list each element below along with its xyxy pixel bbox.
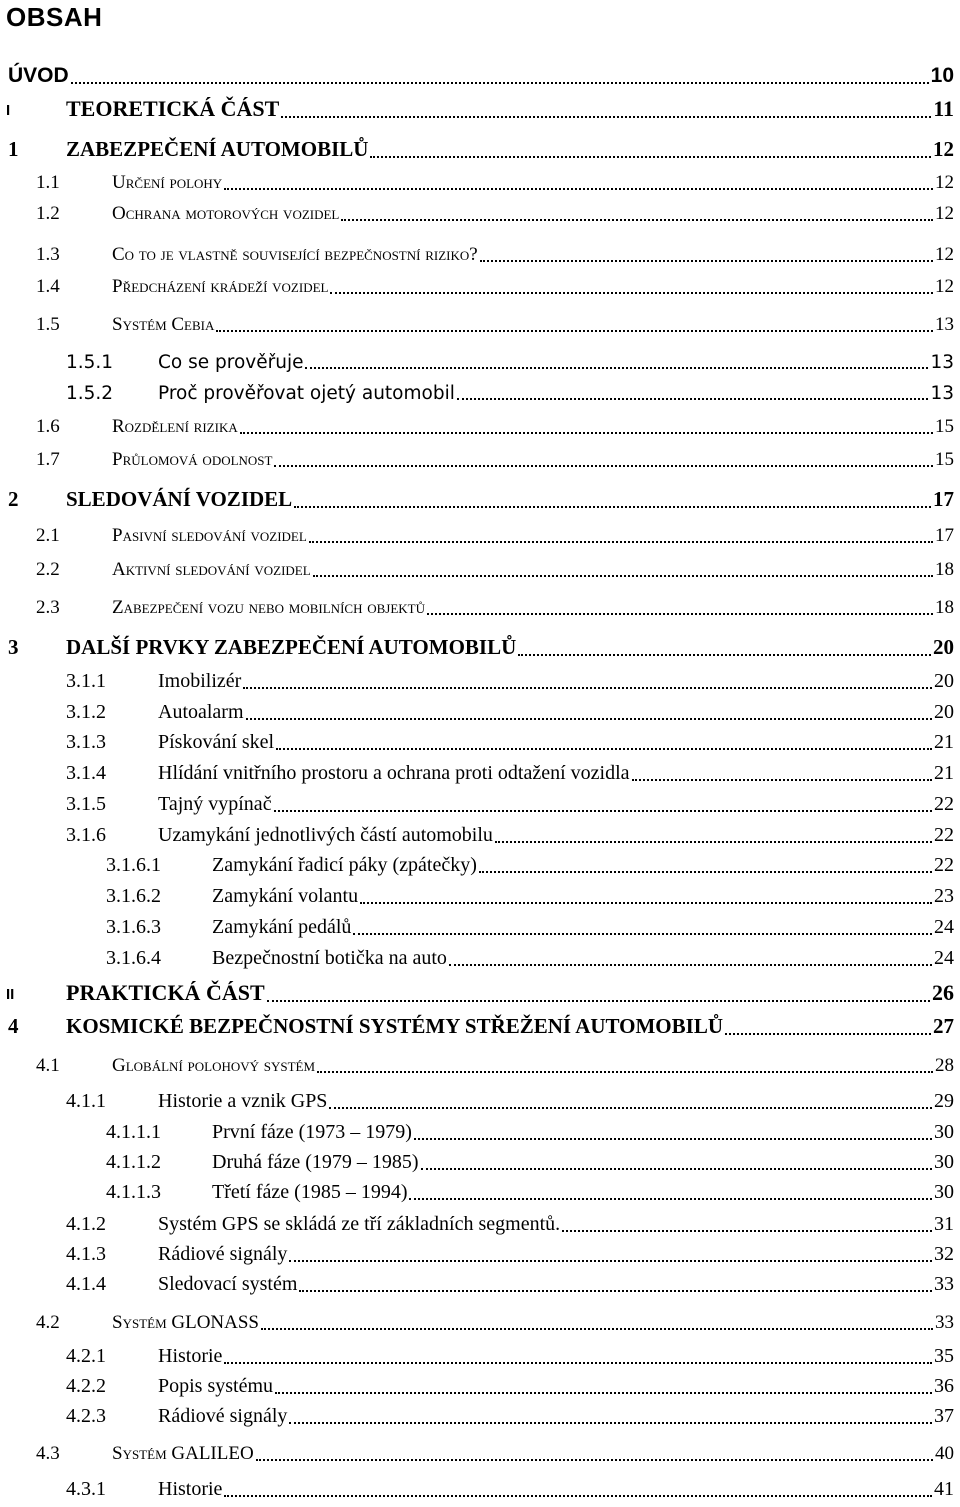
dot-leader: [289, 1422, 932, 1424]
toc-entry-title: ZABEZPEČENÍ AUTOMOBILŮ: [66, 137, 369, 161]
toc-entry-title: Rádiové signály: [158, 1405, 288, 1427]
toc-entry-title: Tajný vypínač: [158, 793, 272, 815]
toc-entry-page: 40: [935, 1443, 954, 1464]
dot-leader: [414, 1138, 932, 1140]
toc-entry-page: 30: [934, 1181, 954, 1203]
toc-entry-page: 36: [934, 1375, 954, 1397]
toc-entry[interactable]: [0, 665, 960, 695]
toc-entry-number: 4: [8, 1014, 19, 1038]
toc-entry-title: Ochrana motorových vozidel: [112, 203, 340, 224]
toc-entry-page: 22: [934, 793, 954, 815]
toc-entry-number: 4.1.1.3: [106, 1181, 161, 1203]
toc-entry-number: 1.5.1: [66, 352, 114, 373]
toc-entry-title: Systém Cebia: [112, 314, 215, 335]
toc-entry-page: 13: [930, 352, 954, 373]
dot-leader: [256, 1459, 933, 1461]
toc-entry-page: 13: [935, 314, 954, 335]
dot-leader: [409, 1198, 932, 1200]
toc-entry[interactable]: [0, 484, 960, 514]
toc-entry-page: 12: [935, 172, 954, 193]
toc-entry-page: 33: [934, 1273, 954, 1295]
dot-leader: [341, 219, 933, 221]
toc-entry-number: 4.1.4: [66, 1273, 106, 1295]
dot-leader: [330, 292, 933, 294]
toc-entry-number: II: [6, 986, 15, 1003]
toc-entry-number: 2.3: [36, 597, 60, 618]
dot-leader: [457, 398, 928, 400]
toc-entry-title: Určení polohy: [112, 172, 223, 193]
toc-entry-title: Hlídání vnitřního prostoru a ochrana proti odtažení vozidla: [158, 762, 630, 784]
dot-leader: [480, 260, 933, 262]
toc-entry-number: 3.1.6.3: [106, 916, 161, 938]
toc-entry-page: 12: [933, 137, 954, 161]
toc-entry-page: 12: [935, 203, 954, 224]
toc-entry-page: 27: [933, 1014, 954, 1038]
dot-leader: [261, 1328, 933, 1330]
toc-entry-title: První fáze (1973 – 1979): [212, 1121, 412, 1143]
toc-entry-number: 1.1: [36, 172, 60, 193]
toc-entry-title: Zamykání volantu: [212, 885, 359, 907]
toc-entry[interactable]: [0, 1370, 960, 1400]
toc-entry-page: 18: [935, 597, 954, 618]
toc-entry-page: 30: [934, 1121, 954, 1143]
dot-leader: [224, 1362, 932, 1364]
toc-entry-title: Systém GALILEO: [112, 1443, 254, 1464]
toc-entry-number: 3.1.6.2: [106, 885, 161, 907]
dot-leader: [360, 902, 932, 904]
toc-entry-title: Bezpečnostní botička na auto: [212, 947, 447, 969]
toc-entry[interactable]: [0, 849, 960, 879]
toc-entry[interactable]: [0, 1268, 960, 1298]
toc-entry[interactable]: [0, 1208, 960, 1238]
toc-entry[interactable]: [0, 376, 960, 406]
toc-entry-page: 15: [935, 449, 954, 470]
toc-entry[interactable]: [0, 632, 960, 662]
toc-entry-title: Popis systému: [158, 1375, 274, 1397]
dot-leader: [289, 1260, 932, 1262]
toc-entry-page: 33: [935, 1312, 954, 1333]
toc-entry-number: 4.1.2: [66, 1213, 106, 1235]
toc-entry-page: 22: [934, 824, 954, 846]
page-title: OBSAH: [6, 2, 103, 32]
dot-leader: [632, 779, 932, 781]
dot-leader: [246, 718, 932, 720]
toc-entry-number: 4.2.1: [66, 1345, 106, 1367]
toc-entry-page: 12: [935, 244, 954, 265]
dot-leader: [216, 330, 933, 332]
toc-entry[interactable]: [0, 911, 960, 941]
toc-entry-title: Proč prověřovat ojetý automobil: [158, 383, 455, 404]
toc-entry[interactable]: [0, 1400, 960, 1430]
toc-entry-number: 4.1.1: [66, 1090, 106, 1112]
toc-entry-number: 3.1.4: [66, 762, 106, 784]
dot-leader: [224, 188, 933, 190]
toc-entry-number: 4.1.1.1: [106, 1121, 161, 1143]
toc-entry[interactable]: [0, 1085, 960, 1115]
toc-entry-number: 4.3: [36, 1443, 60, 1464]
toc-entry[interactable]: [0, 197, 960, 227]
toc-entry-page: 21: [934, 762, 954, 784]
toc-entry[interactable]: [0, 757, 960, 787]
toc-entry-title: Průlomová odolnost: [112, 449, 273, 470]
toc-entry-page: 30: [934, 1151, 954, 1173]
dot-leader: [495, 841, 932, 843]
toc-entry-page: 32: [934, 1243, 954, 1265]
toc-entry-page: 18: [935, 559, 954, 580]
dot-leader: [313, 575, 933, 577]
dot-leader: [299, 1290, 932, 1292]
toc-entry[interactable]: [0, 238, 960, 268]
toc-entry[interactable]: [0, 1238, 960, 1268]
dot-leader: [224, 1495, 932, 1497]
dot-leader: [267, 1000, 930, 1002]
toc-entry-title: Pasivní sledování vozidel: [112, 525, 307, 546]
toc-entry-title: Zabezpečení vozu nebo mobilních objektů: [112, 597, 425, 618]
toc-entry-number: 3.1.1: [66, 670, 106, 692]
toc-entry[interactable]: [0, 345, 960, 375]
toc-entry-title: Historie a vznik GPS: [158, 1090, 328, 1112]
toc-entry-number: 3.1.6: [66, 824, 106, 846]
toc-entry-number: 4.2.2: [66, 1375, 106, 1397]
toc-entry[interactable]: [0, 166, 960, 196]
dot-leader: [240, 432, 933, 434]
toc-entry[interactable]: [0, 726, 960, 756]
dot-leader: [518, 654, 931, 656]
toc-entry[interactable]: [0, 978, 960, 1008]
toc-entry[interactable]: [0, 1176, 960, 1206]
dot-leader: [562, 1230, 932, 1232]
toc-entry-number: 4.1.3: [66, 1243, 106, 1265]
toc-entry-number: 2.1: [36, 525, 60, 546]
toc-entry[interactable]: [0, 270, 960, 300]
toc-entry-page: 35: [934, 1345, 954, 1367]
dot-leader: [421, 1168, 932, 1170]
toc-entry[interactable]: [0, 519, 960, 549]
toc-entry-title: Druhá fáze (1979 – 1985): [212, 1151, 419, 1173]
toc-entry[interactable]: [0, 1340, 960, 1370]
dot-leader: [281, 116, 931, 118]
toc-entry-title: Aktivní sledování vozidel: [112, 559, 311, 580]
toc-entry-page: 21: [934, 731, 954, 753]
toc-entry-title: SLEDOVÁNÍ VOZIDEL: [66, 487, 293, 511]
toc-entry-number: 4.2.3: [66, 1405, 106, 1427]
toc-entry-page: 28: [935, 1055, 954, 1076]
dot-leader: [274, 810, 932, 812]
toc-entry-number: 1.7: [36, 449, 60, 470]
toc-entry-number: 1.5: [36, 314, 60, 335]
toc-entry-number: 1.2: [36, 203, 60, 224]
dot-leader: [427, 613, 933, 615]
toc-entry[interactable]: [0, 1049, 960, 1079]
toc-entry-number: 3.1.6.4: [106, 947, 161, 969]
toc-entry-page: 12: [935, 276, 954, 297]
toc-entry-number: 1.3: [36, 244, 60, 265]
toc-entry-number: 4.1: [36, 1055, 60, 1076]
toc-entry[interactable]: [0, 696, 960, 726]
toc-entry-page: 17: [933, 487, 954, 511]
dot-leader: [317, 1071, 933, 1073]
toc-entry-number: 4.3.1: [66, 1478, 106, 1500]
dot-leader: [276, 748, 932, 750]
toc-entry-number: 2: [8, 487, 19, 511]
toc-entry[interactable]: [0, 1306, 960, 1336]
dot-leader: [305, 367, 928, 369]
toc-entry-number: 3.1.5: [66, 793, 106, 815]
toc-entry[interactable]: [0, 410, 960, 440]
toc-entry-number: 1.4: [36, 276, 60, 297]
dot-leader: [479, 871, 932, 873]
toc-entry[interactable]: [0, 60, 960, 90]
toc-entry-page: 26: [932, 980, 954, 1005]
toc-entry-page: 22: [934, 854, 954, 876]
toc-entry[interactable]: [0, 1011, 960, 1041]
toc-entry-page: 24: [934, 916, 954, 938]
dot-leader: [275, 1392, 932, 1394]
toc-entry[interactable]: [0, 942, 960, 972]
toc-entry-title: DALŠÍ PRVKY ZABEZPEČENÍ AUTOMOBILŮ: [66, 635, 517, 659]
dot-leader: [370, 156, 931, 158]
toc-entry-title: Rádiové signály: [158, 1243, 288, 1265]
toc-entry-page: 11: [933, 96, 954, 121]
dot-leader: [274, 465, 933, 467]
dot-leader: [71, 82, 929, 84]
toc-entry-title: Předcházení krádeží vozidel: [112, 276, 329, 297]
toc-entry[interactable]: [0, 1116, 960, 1146]
toc-entry-number: 1.6: [36, 416, 60, 437]
toc-entry-title: Zamykání řadicí páky (zpátečky): [212, 854, 477, 876]
toc-entry[interactable]: [0, 553, 960, 583]
toc-entry-title: KOSMICKÉ BEZPEČNOSTNÍ SYSTÉMY STŘEŽENÍ AUTOMOBILŮ: [66, 1014, 723, 1038]
toc-entry[interactable]: [0, 591, 960, 621]
toc-entry-page: 41: [934, 1478, 954, 1500]
toc-entry-page: 20: [934, 670, 954, 692]
dot-leader: [353, 933, 932, 935]
toc-entry-page: 20: [933, 635, 954, 659]
toc-entry-title: Uzamykání jednotlivých částí automobilu: [158, 824, 493, 846]
toc-entry-title: ÚVOD: [8, 64, 69, 87]
toc-entry-title: Globální polohový systém: [112, 1055, 316, 1076]
toc-entry-title: Co se prověřuje: [158, 352, 304, 373]
toc-entry[interactable]: [0, 880, 960, 910]
toc-entry-number: 3: [8, 635, 19, 659]
dot-leader: [294, 506, 931, 508]
toc-entry-number: 1: [8, 137, 19, 161]
toc-entry[interactable]: [0, 1146, 960, 1176]
toc-entry-number: 2.2: [36, 559, 60, 580]
toc-entry[interactable]: [0, 308, 960, 338]
toc-entry-number: 1.5.2: [66, 383, 114, 404]
toc-entry-title: Historie: [158, 1345, 223, 1367]
toc-entry-title: Rozdělení rizika: [112, 416, 238, 437]
toc-entry[interactable]: [0, 94, 960, 124]
toc-entry-page: 23: [934, 885, 954, 907]
toc-entry[interactable]: [0, 134, 960, 164]
toc-entry-page: 31: [934, 1213, 954, 1235]
toc-entry-title: Imobilizér: [158, 670, 242, 692]
toc-entry-number: 3.1.3: [66, 731, 106, 753]
toc-entry-page: 10: [930, 64, 954, 87]
dot-leader: [725, 1033, 931, 1035]
toc-entry-page: 24: [934, 947, 954, 969]
toc-entry-title: Pískování skel: [158, 731, 275, 753]
toc-entry[interactable]: [0, 819, 960, 849]
toc-entry-title: Třetí fáze (1985 – 1994): [212, 1181, 408, 1203]
toc-entry-page: 13: [930, 383, 954, 404]
dot-leader: [309, 541, 933, 543]
toc-entry-title: Systém GLONASS: [112, 1312, 260, 1333]
toc-entry-title: PRAKTICKÁ ČÁST: [66, 980, 265, 1005]
toc-entry-title: Co to je vlastně související bezpečnostní riziko?: [112, 244, 478, 265]
toc-entry[interactable]: [0, 443, 960, 473]
dot-leader: [449, 964, 932, 966]
toc-entry-title: Systém GPS se skládá ze tří základních segmentů.: [158, 1213, 561, 1235]
toc-entry-title: Sledovací systém: [158, 1273, 298, 1295]
toc-entry-title: Historie: [158, 1478, 223, 1500]
toc-entry-page: 29: [934, 1090, 954, 1112]
toc-entry[interactable]: [0, 788, 960, 818]
dot-leader: [329, 1107, 932, 1109]
toc-entry-number: 4.1.1.2: [106, 1151, 161, 1173]
toc-entry-number: 3.1.2: [66, 701, 106, 723]
toc-entry[interactable]: [0, 1437, 960, 1467]
toc-entry-number: 4.2: [36, 1312, 60, 1333]
toc-entry-title: Zamykání pedálů: [212, 916, 352, 938]
toc-entry-title: TEORETICKÁ ČÁST: [66, 96, 280, 121]
toc-entry[interactable]: [0, 1473, 960, 1503]
toc-entry-title: Autoalarm: [158, 701, 244, 723]
dot-leader: [243, 687, 932, 689]
toc-entry-page: 37: [934, 1405, 954, 1427]
toc-entry-number: I: [6, 102, 11, 119]
toc-entry-page: 20: [934, 701, 954, 723]
toc-entry-page: 17: [935, 525, 954, 546]
toc-entry-number: 3.1.6.1: [106, 854, 161, 876]
toc-entry-page: 15: [935, 416, 954, 437]
